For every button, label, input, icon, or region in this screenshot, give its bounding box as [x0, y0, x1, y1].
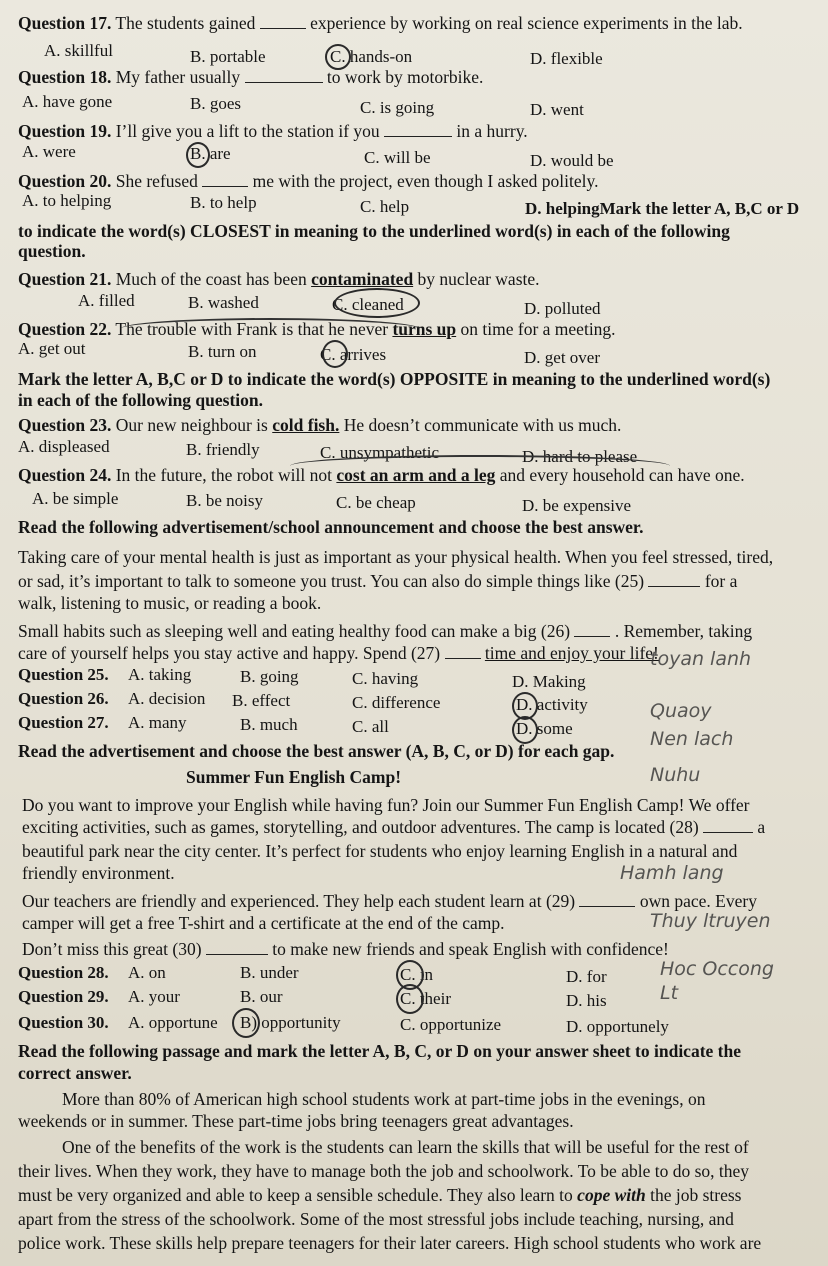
option-b[interactable]: B. goes [190, 94, 241, 113]
option-b[interactable]: B) opportunity [240, 1013, 341, 1032]
question-24: Question 24. In the future, the robot will not cost an arm and a leg and every household can have one. [18, 465, 745, 485]
option-d[interactable]: D. get over [524, 348, 601, 367]
option-c[interactable]: C. hands-on [330, 47, 413, 66]
ad-line: Don’t miss this great (30) to make new friends and speak English with confidence! [22, 939, 669, 959]
pen-circle-mark [396, 984, 424, 1014]
question-19: Question 19. I’ll give you a lift to the station if you in a hurry. [18, 121, 528, 141]
option-a[interactable]: A. on [128, 963, 166, 982]
option-a[interactable]: A. get out [18, 339, 86, 358]
option-b[interactable]: B. friendly [186, 440, 260, 459]
ad-line: Do you want to improve your English while having fun? Join our Summer Fun English Camp! We offer [22, 795, 750, 815]
passage-line: More than 80% of American high school students work at part-time jobs in the evenings, on [62, 1089, 706, 1109]
passage-line: apart from the stress of the schoolwork. Some of the most stressful jobs include teaching, nursing, and [18, 1209, 734, 1229]
passage-line: care of yourself helps you stay active and happy. Spend (27) time and enjoy your life! [18, 643, 659, 663]
option-d[interactable]: D. some [516, 719, 573, 738]
handwriting-scribble: Nen lach [650, 728, 734, 750]
pen-circle-mark [186, 142, 210, 168]
option-c[interactable]: C. arrives [320, 345, 387, 364]
option-d[interactable]: D. polluted [524, 299, 601, 318]
answer-blank [202, 172, 248, 187]
option-b[interactable]: B. effect [232, 691, 291, 710]
option-a[interactable]: A. filled [78, 291, 135, 310]
handwriting-scribble: Nuhu [650, 764, 701, 786]
pen-circle-mark [512, 716, 538, 744]
instruction-opposite-line1: Mark the letter A, B,C or D to indicate the word(s) OPPOSITE in meaning to the underlined word(s) [18, 369, 771, 389]
option-c[interactable]: C. cleaned [332, 295, 404, 314]
ad-line: camper will get a free T-shirt and a certificate at the end of the camp. [22, 913, 505, 933]
ad-line: exciting activities, such as games, storytelling, and outdoor adventures. The camp is located (28) a [22, 817, 766, 837]
instruction-reading-line1: Read the following passage and mark the letter A, B, C, or D on your answer sheet to indicate the [18, 1041, 741, 1061]
option-b[interactable]: B. portable [190, 47, 266, 66]
option-c[interactable]: C. will be [364, 148, 431, 167]
question-17: Question 17. The students gained experience by working on real science experiments in the lab. [18, 13, 743, 33]
option-c[interactable]: C. be cheap [336, 493, 416, 512]
handwriting-scribble: Lt [660, 982, 679, 1004]
option-b[interactable]: B. be noisy [186, 491, 263, 510]
option-a[interactable]: A. taking [128, 665, 192, 684]
answer-blank [648, 572, 700, 587]
question-18: Question 18. My father usually to work by motorbike. [18, 67, 484, 87]
option-b[interactable]: B. under [240, 963, 299, 982]
option-c[interactable]: C. opportunize [400, 1015, 502, 1034]
ad-line: friendly environment. [22, 863, 175, 883]
passage-line: police work. These skills help prepare teenagers for their later careers. High school students who work are [18, 1233, 762, 1253]
answer-blank [445, 644, 481, 659]
answer-blank [579, 892, 635, 907]
option-b[interactable]: B. are [190, 144, 231, 163]
option-d[interactable]: D. Making [512, 672, 586, 691]
passage-line: or sad, it’s important to talk to someone you trust. You can also do simple things like (25) for a [18, 571, 738, 591]
pen-stroke-mark [120, 318, 420, 340]
question-23: Question 23. Our new neighbour is cold fish. He doesn’t communicate with us much. [18, 415, 622, 435]
option-c[interactable]: C. difference [352, 693, 441, 712]
question-26-stem: Question 26. [18, 689, 109, 708]
option-d[interactable]: D. would be [530, 151, 614, 170]
option-c[interactable]: C. having [352, 669, 419, 688]
question-29-stem: Question 29. [18, 987, 109, 1006]
passage-line: Small habits such as sleeping well and eating healthy food can make a big (26) . Remember, taking [18, 621, 753, 641]
option-c[interactable]: C. help [360, 197, 410, 216]
option-a[interactable]: A. displeased [18, 437, 110, 456]
instruction-closest-line1: to indicate the word(s) CLOSEST in meaning to the underlined word(s) in each of the following [18, 221, 730, 241]
option-b[interactable]: B. going [240, 667, 299, 686]
option-a[interactable]: A. decision [128, 689, 206, 708]
option-d[interactable]: D. flexible [530, 49, 603, 68]
passage-line: their lives. When they work, they have to manage both the job and schoolwork. To be able to do so, they [18, 1161, 750, 1181]
answer-blank [245, 68, 323, 83]
option-b[interactable]: B. washed [188, 293, 259, 312]
option-b[interactable]: B. to help [190, 193, 257, 212]
pen-circle-mark [322, 340, 348, 368]
answer-blank [206, 940, 268, 955]
answer-blank [703, 818, 753, 833]
pen-stroke-mark [290, 455, 670, 477]
handwriting-scribble: Hamh lang [620, 862, 724, 884]
answer-blank [384, 122, 452, 137]
option-a[interactable]: A. many [128, 713, 187, 732]
option-a[interactable]: A. your [128, 987, 180, 1006]
question-30-stem: Question 30. [18, 1013, 109, 1032]
question-20: Question 20. She refused me with the project, even though I asked politely. [18, 171, 599, 191]
instruction-reading-line2: correct answer. [18, 1063, 132, 1083]
option-a[interactable]: A. were [22, 142, 76, 161]
handwriting-scribble: toyan lanh [650, 648, 752, 670]
pen-circle-mark [334, 288, 420, 318]
pen-circle-mark [325, 44, 351, 70]
option-b[interactable]: B. much [240, 715, 298, 734]
option-d[interactable]: D. hard to please [522, 447, 638, 466]
option-d[interactable]: D. went [530, 100, 584, 119]
question-25-stem: Question 25. [18, 665, 109, 684]
answer-blank [260, 14, 306, 29]
handwriting-scribble: Hoc Occong [660, 958, 774, 980]
passage-line: must be very organized and able to keep a sensible schedule. They also learn to cope with the job stress [18, 1185, 742, 1205]
option-c[interactable]: C. unsympathetic [320, 443, 439, 462]
option-d[interactable]: D. activity [516, 695, 588, 714]
option-a[interactable]: A. have gone [22, 92, 113, 111]
option-c[interactable]: C. all [352, 717, 389, 736]
ad-line: beautiful park near the city center. It’s perfect for students who enjoy learning English in a natural and [22, 841, 738, 861]
option-b[interactable]: B. turn on [188, 342, 257, 361]
answer-blank [574, 622, 610, 637]
option-a[interactable]: A. opportune [128, 1013, 218, 1032]
question-21: Question 21. Much of the coast has been contaminated by nuclear waste. [18, 269, 540, 289]
handwriting-scribble: Thuy ltruyen [650, 910, 771, 932]
option-d[interactable]: D. for [566, 967, 607, 986]
question-22: Question 22. The trouble with Frank is that he never turns up on time for a meeting. [18, 319, 616, 339]
passage-line: Taking care of your mental health is just as important as your physical health. When you feel stressed, tired, [18, 547, 774, 567]
instruction-announcement: Read the following advertisement/school announcement and choose the best answer. [18, 517, 644, 537]
handwriting-scribble: Quaoy [650, 700, 712, 722]
ad-title: Summer Fun English Camp! [186, 767, 402, 787]
instruction-opposite-line2: in each of the following question. [18, 390, 264, 410]
passage-line: One of the benefits of the work is the students can learn the skills that will be useful for the rest of [62, 1137, 749, 1157]
option-b[interactable]: B. our [240, 987, 283, 1006]
pen-circle-mark [232, 1008, 260, 1038]
question-28-stem: Question 28. [18, 963, 109, 982]
option-c[interactable]: C. in [400, 965, 434, 984]
option-a[interactable]: A. be simple [32, 489, 119, 508]
option-d[interactable]: D. his [566, 991, 607, 1010]
option-d[interactable]: D. helpingMark the letter A, B,C or D [525, 199, 800, 218]
passage-line: walk, listening to music, or reading a book. [18, 593, 322, 613]
option-c[interactable]: C. is going [360, 98, 435, 117]
option-d[interactable]: D. opportunely [566, 1017, 669, 1036]
option-c[interactable]: C. their [400, 989, 451, 1008]
question-27-stem: Question 27. [18, 713, 109, 732]
option-a[interactable]: A. skillful [44, 41, 113, 60]
ad-line: Our teachers are friendly and experienced. They help each student learn at (29) own pace. Every [22, 891, 757, 911]
instruction-closest-line2: question. [18, 241, 86, 261]
option-a[interactable]: A. to helping [22, 191, 112, 210]
passage-line: weekends or in summer. These part-time jobs bring teenagers great advantages. [18, 1111, 574, 1131]
option-d[interactable]: D. be expensive [522, 496, 632, 515]
instruction-advertisement: Read the advertisement and choose the best answer (A, B, C, or D) for each gap. [18, 741, 615, 761]
